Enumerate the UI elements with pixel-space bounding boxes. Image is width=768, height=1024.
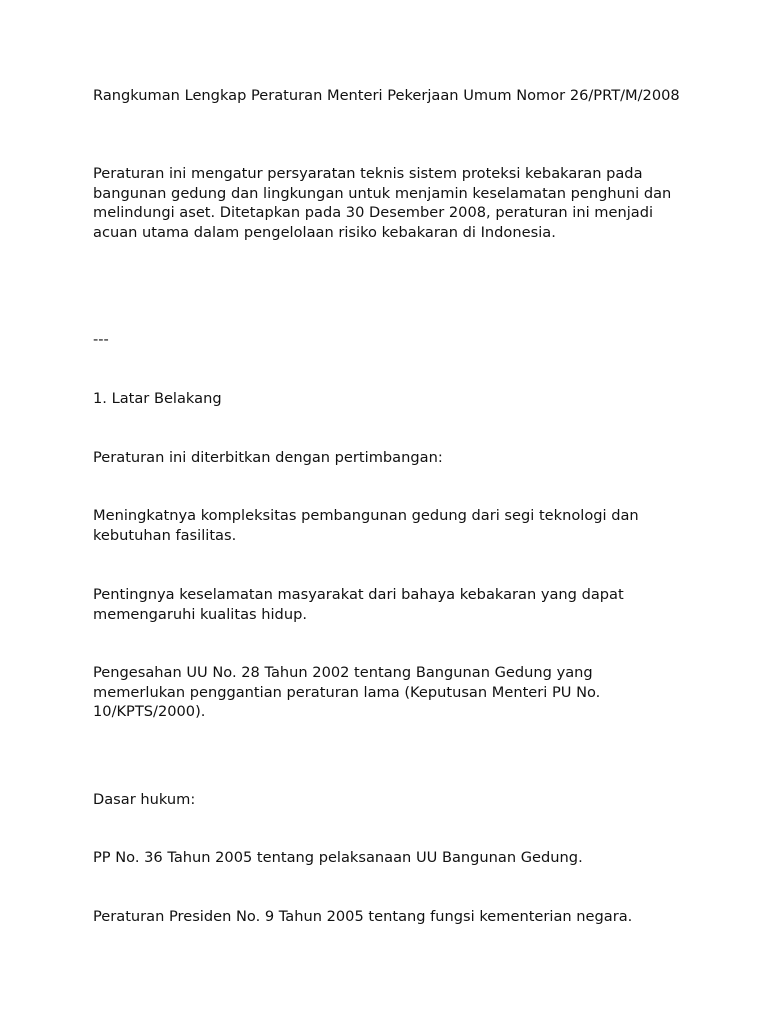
considerations-intro: Peraturan ini diterbitkan dengan pertimbangan: bbox=[93, 449, 443, 466]
intro-paragraph: Peraturan ini mengatur persyaratan teknis sistem proteksi kebakaran pada bangunan gedung dan lingkungan untuk menjamin keselamatan penghuni dan melindungi aset. Ditetapkan pada 30 Desember 2008, peraturan ini menjadi acuan utama dalam pengelolaan risiko kebakaran di Indonesia. bbox=[93, 165, 672, 241]
consideration-item: Pengesahan UU No. 28 Tahun 2002 tentang Bangunan Gedung yang memerlukan penggantian peraturan lama (Keputusan Menteri PU No. 10/KPTS/2000). bbox=[93, 664, 601, 721]
consideration-item: Meningkatnya kompleksitas pembangunan gedung dari segi teknologi dan kebutuhan fasilitas. bbox=[93, 507, 639, 544]
section-separator: --- bbox=[93, 331, 109, 348]
section-heading-latar-belakang: 1. Latar Belakang bbox=[93, 390, 222, 407]
document-title: Rangkuman Lengkap Peraturan Menteri Pekerjaan Umum Nomor 26/PRT/M/2008 bbox=[93, 87, 680, 104]
consideration-item: Pentingnya keselamatan masyarakat dari bahaya kebakaran yang dapat memengaruhi kualitas hidup. bbox=[93, 586, 624, 623]
legal-basis-item: Peraturan Presiden No. 9 Tahun 2005 tentang fungsi kementerian negara. bbox=[93, 908, 633, 925]
legal-basis-item: PP No. 36 Tahun 2005 tentang pelaksanaan UU Bangunan Gedung. bbox=[93, 849, 583, 866]
legal-basis-heading: Dasar hukum: bbox=[93, 791, 196, 808]
